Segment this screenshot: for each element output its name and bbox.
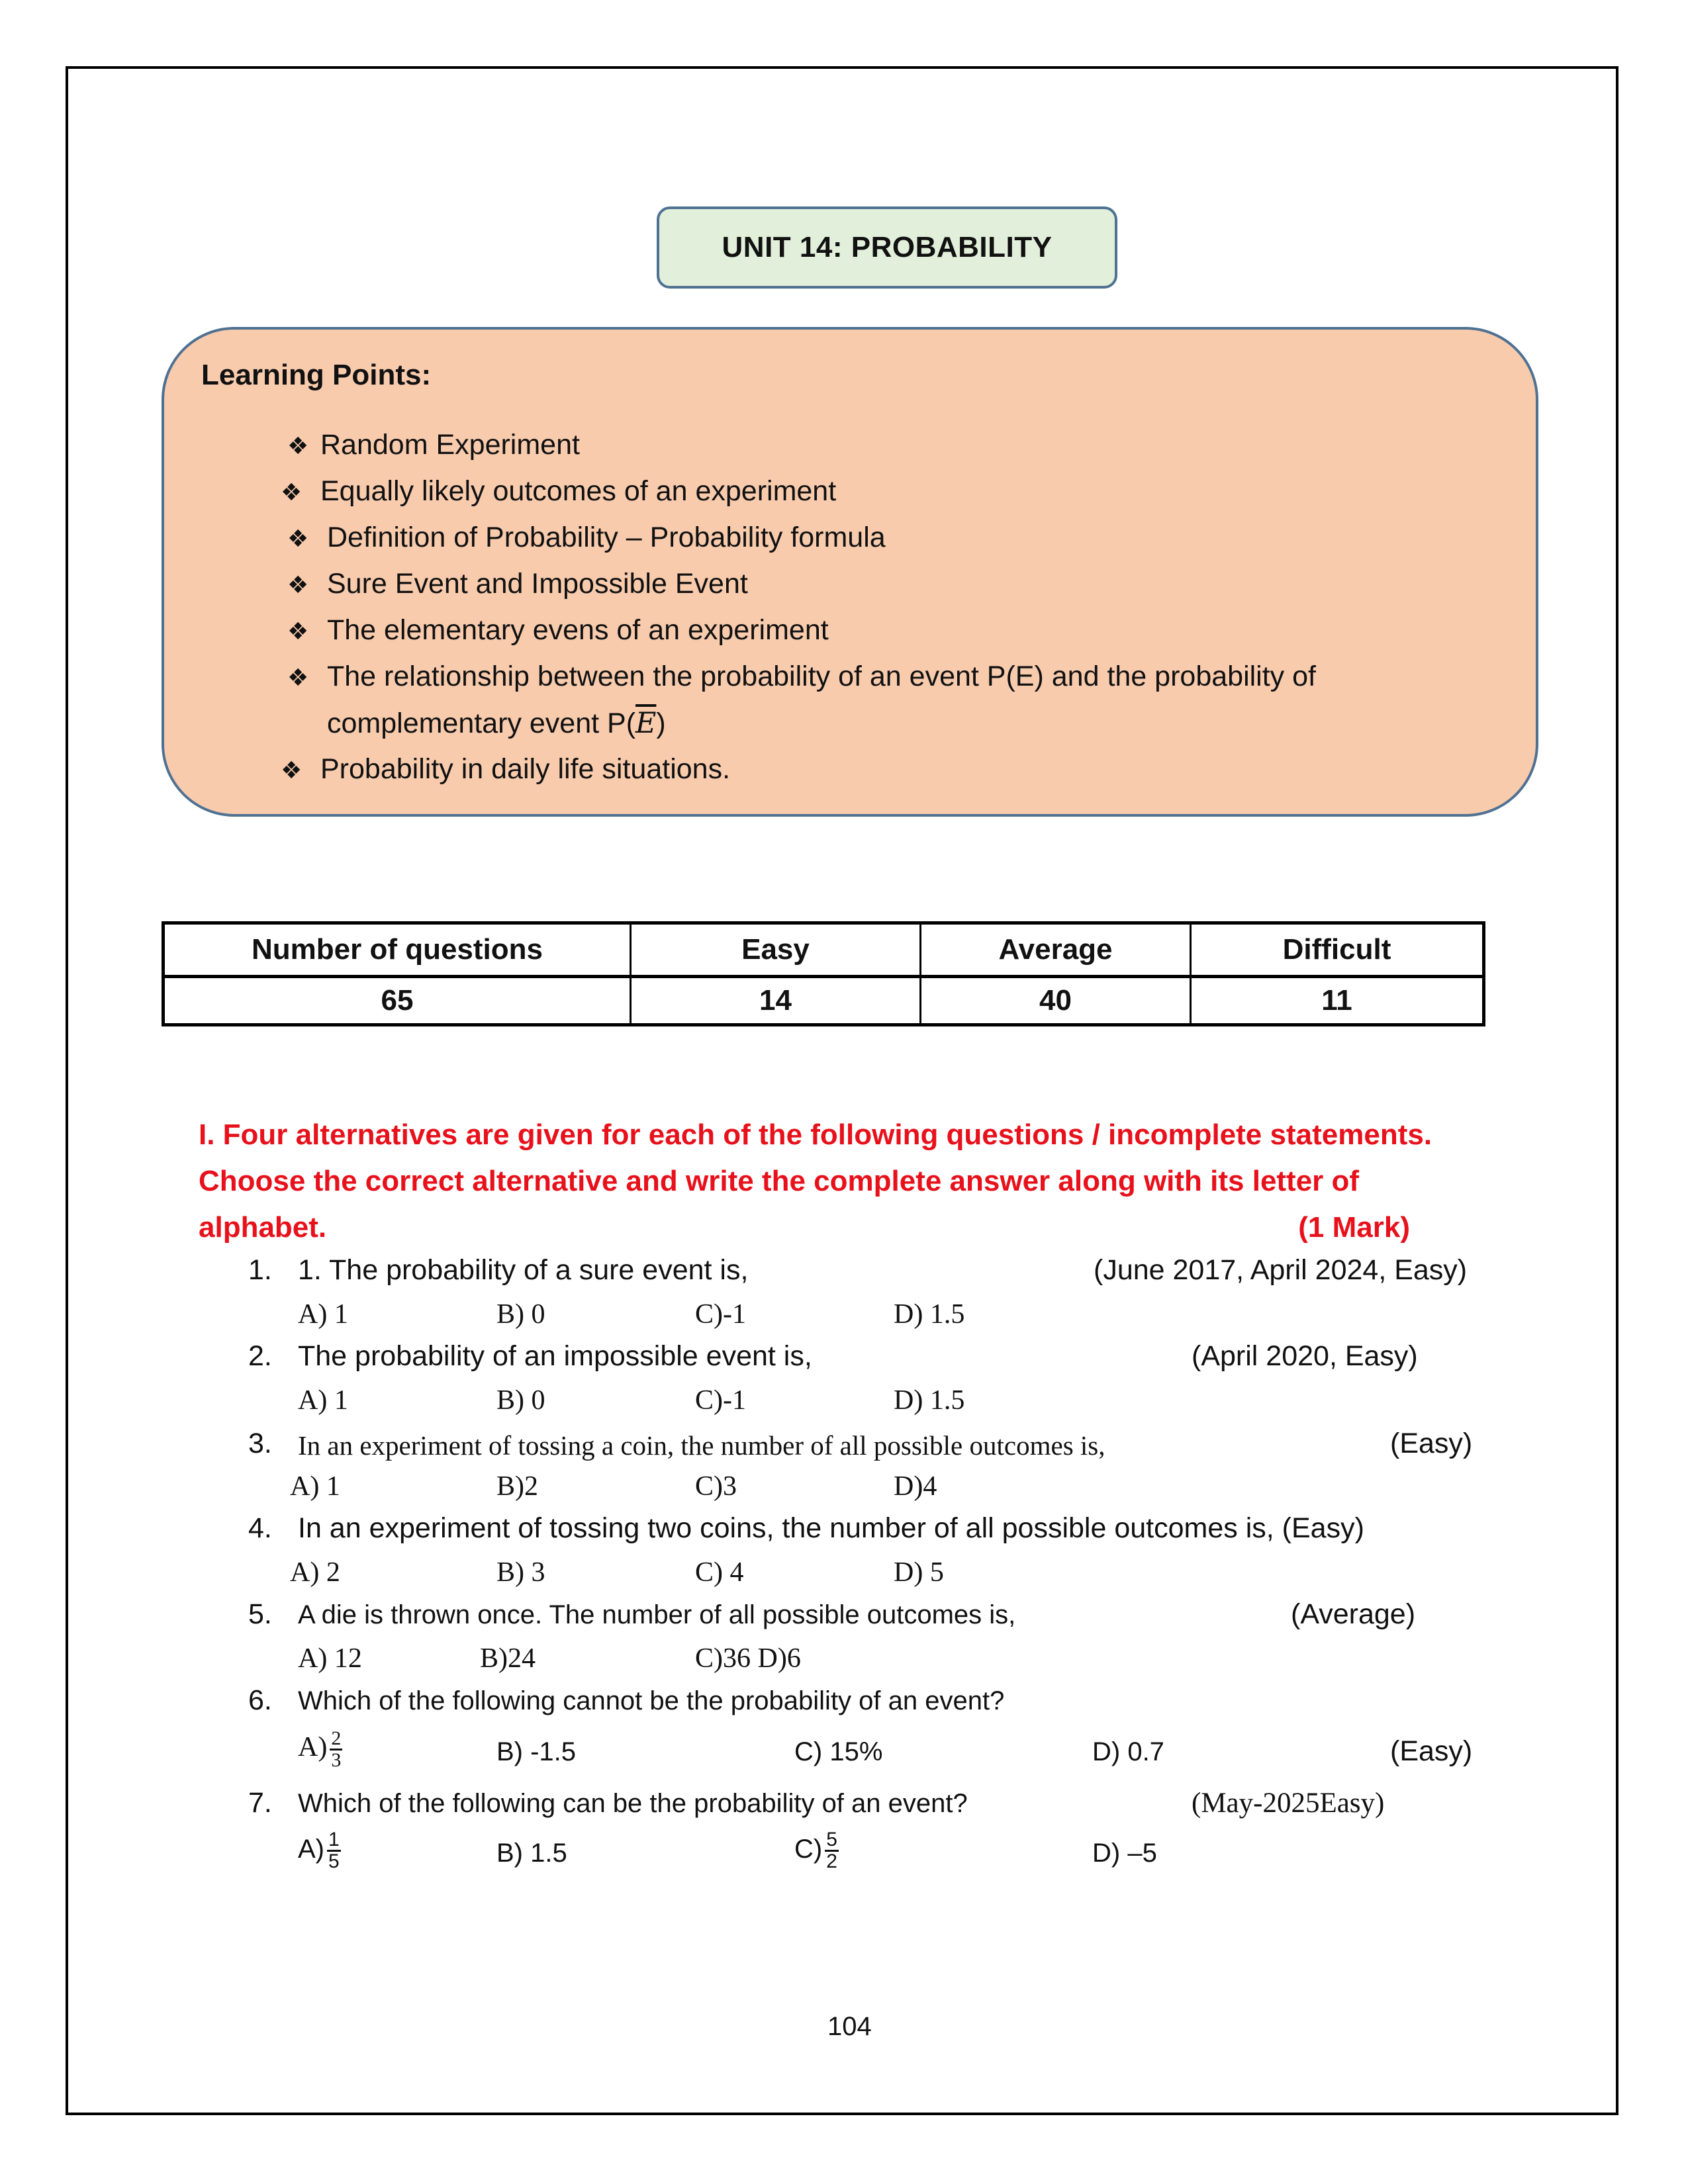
option-a: A) $\frac{1}{5}$: [298, 1829, 340, 1872]
option-b: B) -1.5: [496, 1737, 577, 1766]
question-tag: (Average): [1291, 1598, 1416, 1630]
question-number: 6.: [248, 1684, 272, 1716]
value-cell: 11: [1191, 977, 1484, 1025]
question-number: 7.: [248, 1787, 272, 1819]
learning-point: ❖ The elementary evens of an experiment: [287, 614, 829, 646]
option-d: D) 5: [894, 1557, 944, 1588]
question-tag: (June 2017, April 2024, Easy): [1094, 1254, 1468, 1286]
option-c: C) $\frac{5}{2}$: [794, 1829, 837, 1872]
diamond-bullet-icon: ❖: [287, 525, 309, 552]
question-number: 3.: [248, 1428, 272, 1459]
learning-point: ❖ Sure Event and Impossible Event: [287, 568, 748, 600]
option-a: A) 2: [290, 1557, 340, 1588]
learning-points-box: [162, 327, 1538, 817]
option-a: A) 1: [298, 1299, 348, 1330]
option-c: C) 4: [695, 1557, 744, 1588]
unit-title-box: [657, 206, 1117, 289]
question-tag: (Easy): [1390, 1735, 1473, 1767]
option-d: D) 1.5: [894, 1385, 965, 1416]
diamond-bullet-icon: ❖: [287, 432, 309, 459]
learning-point: ❖ Probability in daily life situations.: [281, 753, 731, 785]
learning-point: ❖ Definition of Probability – Probability formula: [287, 522, 886, 553]
question-number: 2.: [248, 1340, 272, 1372]
header-cell: Difficult: [1191, 923, 1484, 977]
option-a: A) 1: [298, 1385, 348, 1416]
header-cell: Easy: [631, 923, 921, 977]
diamond-bullet-icon: ❖: [287, 664, 309, 691]
question-number: 5.: [248, 1598, 272, 1630]
question-number: 4.: [248, 1512, 272, 1544]
fraction: $\frac{2}{3}$: [331, 1727, 342, 1771]
fraction: $\frac{5}{2}$: [826, 1829, 837, 1872]
learning-point: ❖ Equally likely outcomes of an experiment: [281, 475, 837, 507]
fraction: $\frac{1}{5}$: [328, 1829, 340, 1872]
question-number: 1.: [248, 1254, 272, 1286]
option-b: B) 0: [496, 1385, 545, 1416]
question-text: Which of the following can be the probability of an event?: [298, 1789, 968, 1818]
table-row: [164, 977, 1484, 1025]
option-b: B)2: [496, 1471, 538, 1502]
option-d: D) 1.5: [894, 1299, 965, 1330]
table-header-row: [164, 923, 1484, 977]
page-number: 104: [827, 2012, 872, 2041]
header-cell: Average: [921, 923, 1191, 977]
option-c: C)3: [695, 1471, 737, 1502]
question-text: A die is thrown once. The number of all possible outcomes is,: [298, 1600, 1016, 1629]
option-c: C)-1: [695, 1299, 746, 1330]
value-cell: 14: [631, 977, 921, 1025]
question-text: 1. The probability of a sure event is,: [298, 1254, 749, 1286]
learning-point: ❖ The relationship between the probability of an event P(E) and the probability of: [287, 660, 1316, 692]
question-text: The probability of an impossible event is,: [298, 1340, 812, 1372]
question-tag: (April 2020, Easy): [1192, 1340, 1418, 1372]
option-c: C) 15%: [794, 1737, 883, 1766]
option-c-d: C)36 D)6: [695, 1643, 801, 1674]
value-cell: 65: [164, 977, 631, 1025]
option-d: D) –5: [1092, 1839, 1157, 1868]
diamond-bullet-icon: ❖: [281, 756, 303, 784]
section-instructions: I. Four alternatives are given for each of the following questions / incomplete statements. Choose the correct alternative and write the complete answer along with its letter of alphabet. (1 Mark): [199, 1112, 1489, 1251]
unit-title: UNIT 14: PROBABILITY: [722, 231, 1053, 263]
option-b: B) 3: [496, 1557, 545, 1588]
diamond-bullet-icon: ❖: [287, 617, 309, 645]
diamond-bullet-icon: ❖: [287, 571, 309, 598]
option-a: A) 12: [298, 1643, 362, 1674]
question-tag: (May-2025Easy): [1192, 1788, 1385, 1819]
question-text: Which of the following cannot be the probability of an event?: [298, 1686, 1005, 1715]
option-b: B)24: [480, 1643, 536, 1674]
value-cell: 40: [921, 977, 1191, 1025]
question-text: In an experiment of tossing two coins, the number of all possible outcomes is, (Easy): [298, 1512, 1364, 1544]
learning-points-title: Learning Points:: [201, 359, 432, 391]
option-a: A) $\frac{2}{3}$: [298, 1727, 342, 1771]
learning-point-continuation: complementary event $P(\overline{E})$: [327, 707, 666, 740]
learning-point: ❖ Random Experiment: [287, 429, 580, 461]
question-tag: (Easy): [1390, 1428, 1473, 1459]
question-stats-table: [162, 921, 1485, 1026]
option-d: D)4: [894, 1471, 937, 1502]
option-a: A) 1: [290, 1471, 340, 1502]
option-d: D) 0.7: [1092, 1737, 1164, 1766]
option-b: B) 1.5: [496, 1839, 567, 1868]
option-c: C)-1: [695, 1385, 746, 1416]
diamond-bullet-icon: ❖: [281, 478, 303, 506]
complement-symbol: $\overline{E}$: [635, 707, 657, 740]
marks-label: (1 Mark): [1298, 1211, 1410, 1244]
question-text: In an experiment of tossing a coin, the number of all possible outcomes is,: [298, 1430, 1105, 1461]
header-cell: Number of questions: [164, 923, 631, 977]
option-b: B) 0: [496, 1299, 545, 1330]
